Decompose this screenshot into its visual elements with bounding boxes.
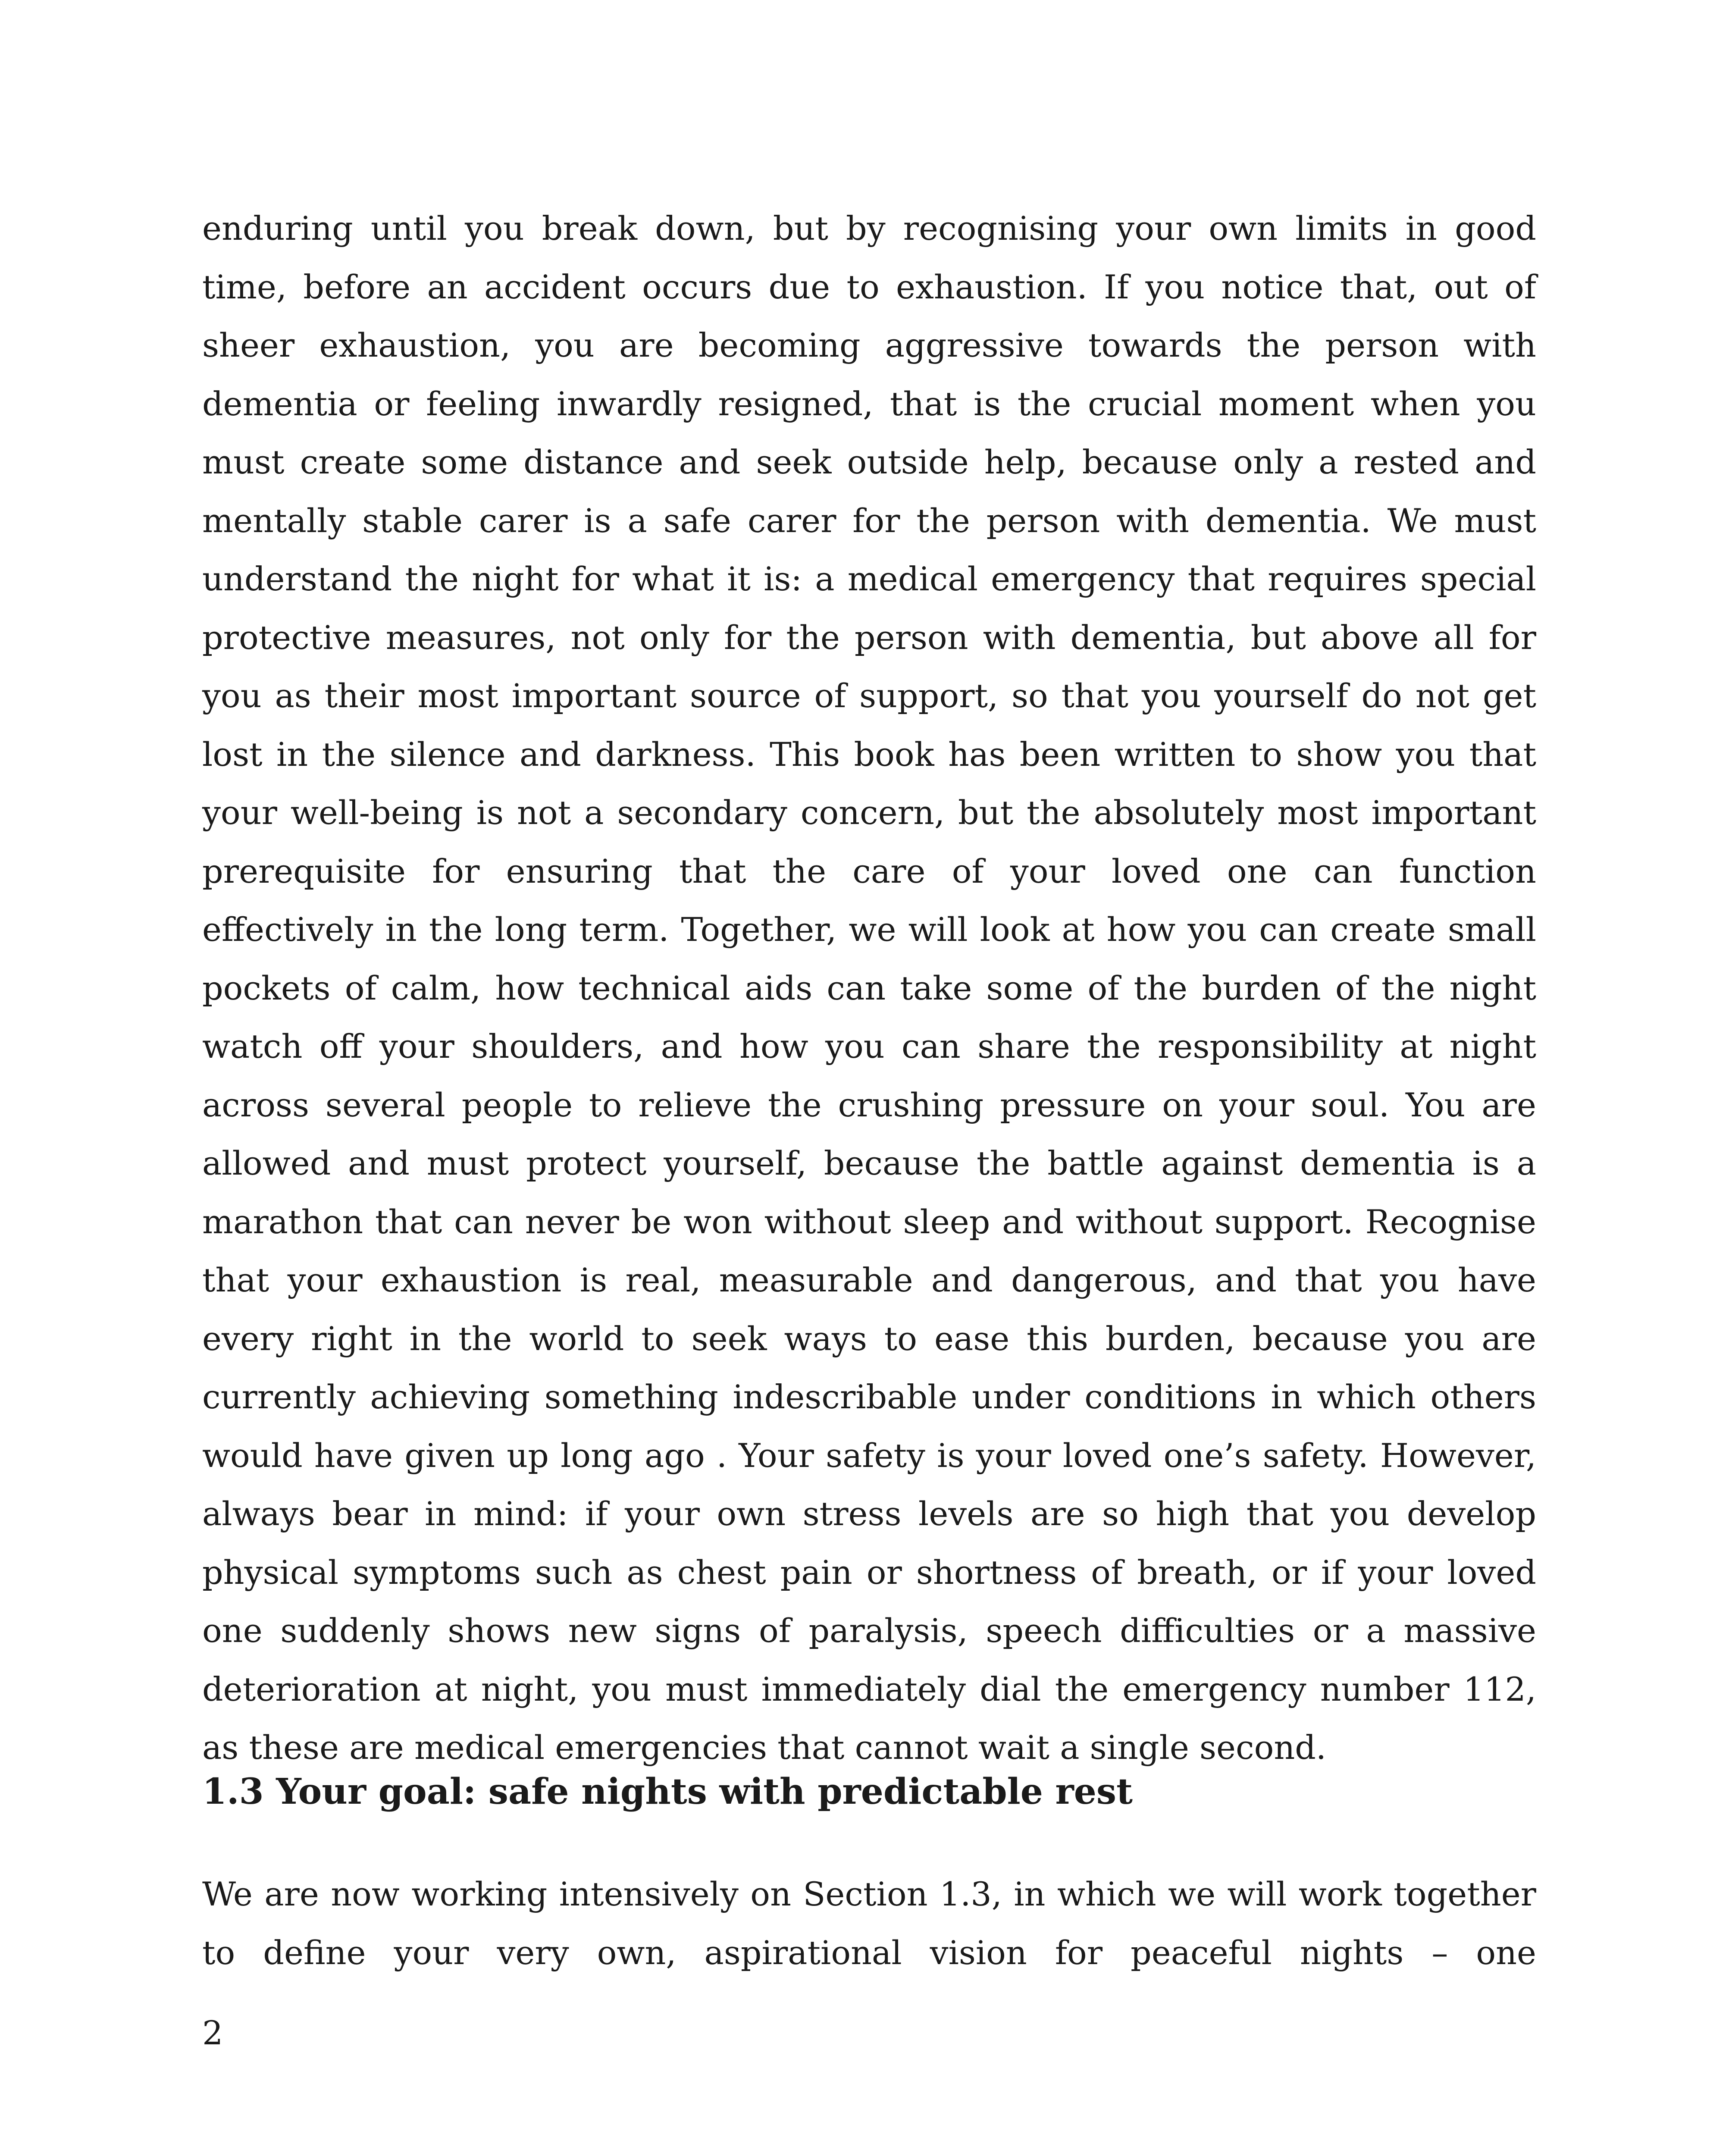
body-paragraph-continued: We are now working intensively on Section 1.3, in which we will work together to define your very own, aspirational vision for peaceful nights – one <box>202 1875 1536 1972</box>
body-paragraph: enduring until you break down, but by recognising your own limits in good time, before an accident occurs due to exhaustion. If you notice that, out of sheer exhaustion, you are becoming aggressive towards the person with dementia or feeling inwardly resigned, that is the crucial moment when you must create some distance and seek outside help, because only a rested and mentally stable carer is a safe carer for the person with dementia. We must understand the night for what it is: a medical emergency that requires special protective measures, not only for the person with dementia, but above all for you as their most important source of support, so that you yourself do not get lost in the silence and darkness. This book has been written to show you that your well-being is not a secondary concern, but the absolutely most important prerequisite for ensuring that the care of your loved one can function effectively in the long term. Together, we will look at how you can create small pockets of calm, how technical aids can take some of the burden of the night watch off your shoulders, and how you can share the responsibility at night across several people to relieve the crushing pressure on your soul. You are allowed and must protect yourself, because the battle against dementia is a marathon that can never be won without sleep and without support. Recognise that your exhaustion is real, measurable and dangerous, and that you have every right in the world to seek ways to ease this burden, because you are currently achieving something indescribable under conditions in which others would have given up long ago . Your safety is your loved one’s safety. However, always bear in mind: if your own stress levels are so high that you develop physical symptoms such as chest pain or shortness of breath, or if your loved one suddenly shows new signs of paralysis, speech difficulties or a massive deterioration at night, you must immediately dial the emergency number 112, as these are medical emergencies that cannot wait a single second. <box>202 209 1536 1767</box>
section-heading: 1.3 Your goal: safe nights with predictable rest <box>202 1771 1133 1812</box>
page-number: 2 <box>202 2014 223 2052</box>
